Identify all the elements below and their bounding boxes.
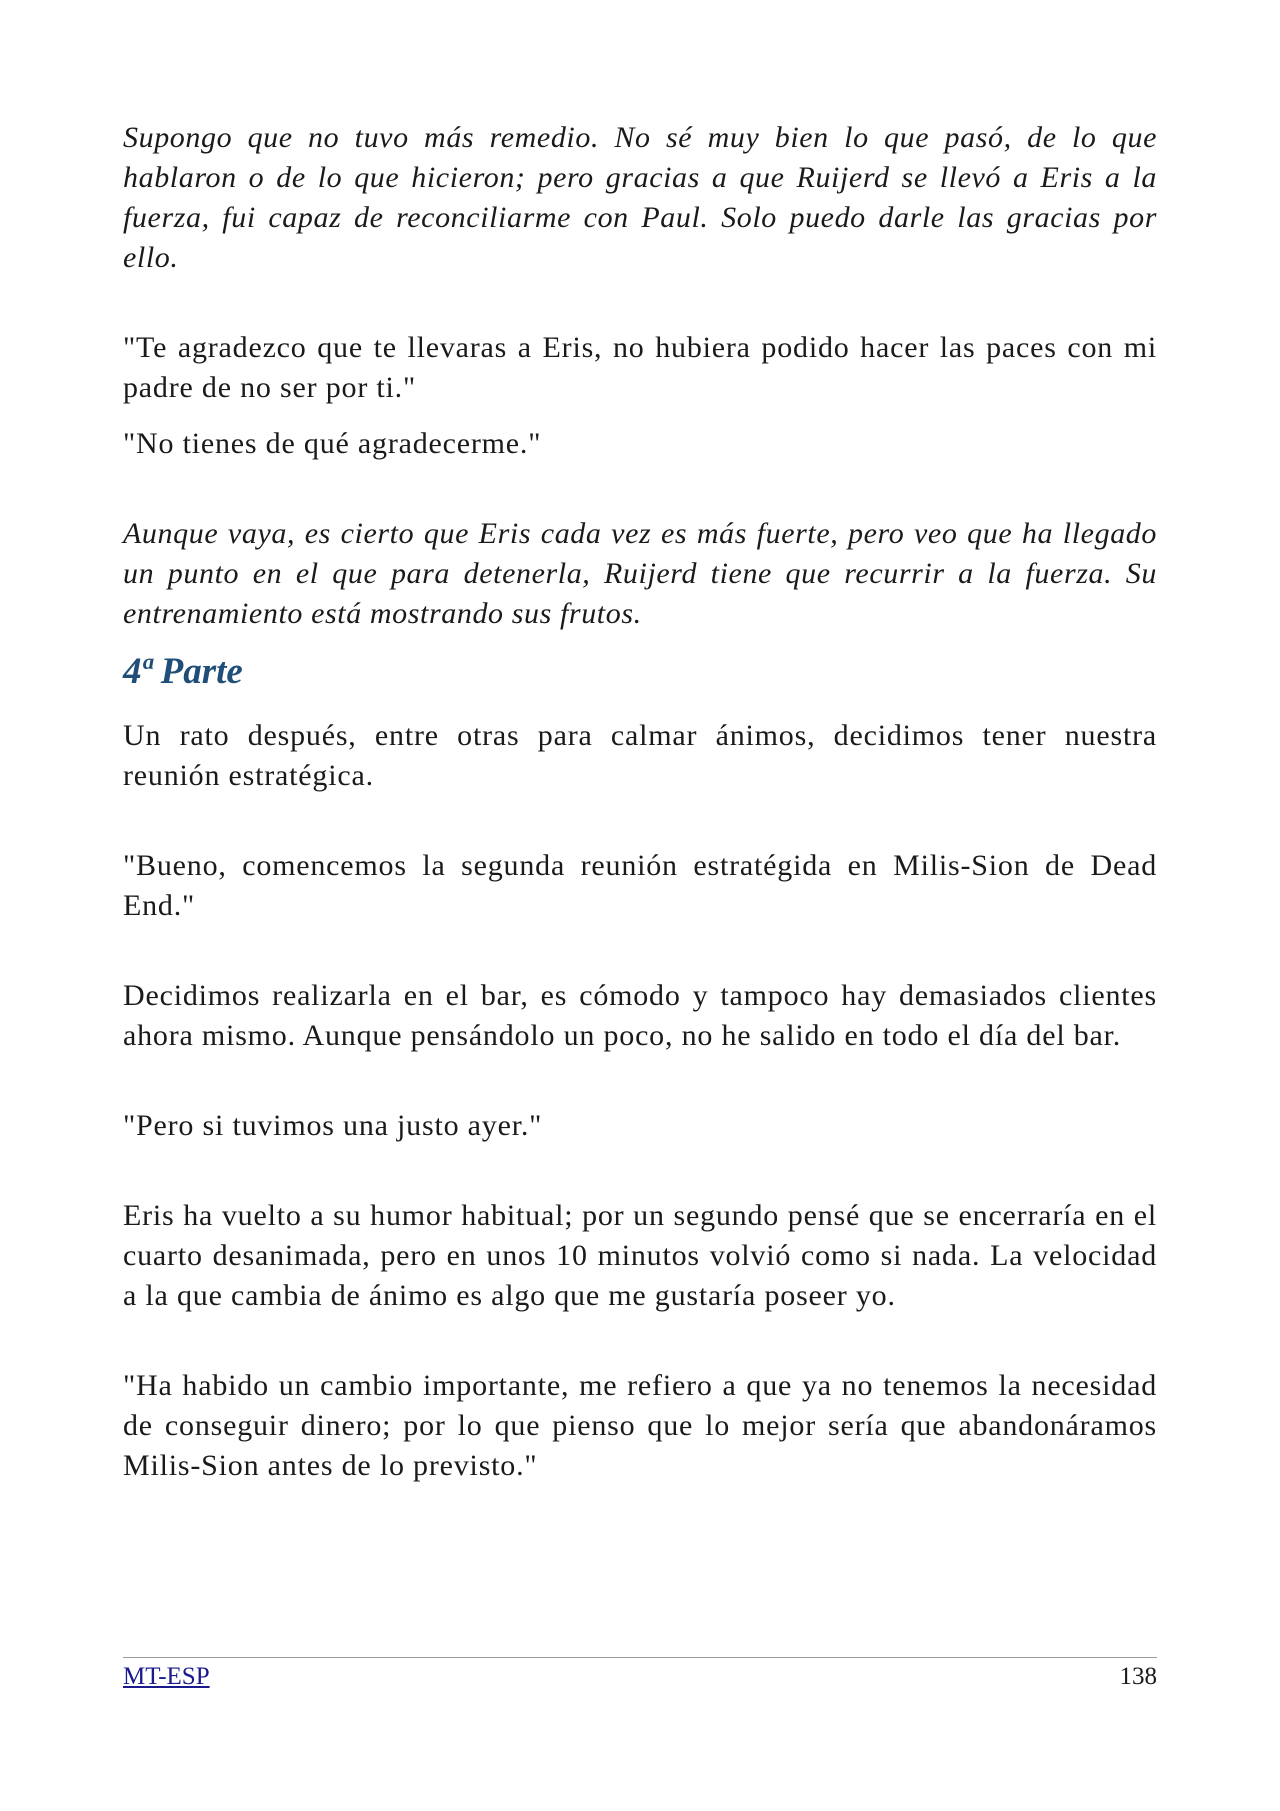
section-heading: 4ª Parte xyxy=(123,651,243,692)
paragraph-narration-4: Decidimos realizarla en el bar, es cómodo y tampoco hay demasiados clientes ahora mismo. Aunque pensándolo un poco, no he salido en todo el día del bar. xyxy=(123,979,1157,1052)
paragraph-narration-1: Supongo que no tuvo más remedio. No sé muy bien lo que pasó, de lo que hablaron o de lo que hicieron; pero gracias a que Ruijerd se llevó a Eris a la fuerza, fui capaz de reconciliarme con Paul. Solo puedo darle las gracias por ello. xyxy=(123,121,1157,274)
page-number: 138 xyxy=(1119,1663,1157,1690)
paragraph-narration-3: Un rato después, entre otras para calmar ánimos, decidimos tener nuestra reunión estratégica. xyxy=(123,719,1157,792)
paragraph-dialogue-1: "Te agradezco que te llevaras a Eris, no hubiera podido hacer las paces con mi padre de no ser por ti." xyxy=(123,331,1157,404)
page-footer xyxy=(123,1657,1157,1690)
paragraph-dialogue-5: "Ha habido un cambio importante, me refiero a que ya no tenemos la necesidad de conseguir dinero; por lo que pienso que lo mejor sería que abandonáramos Milis-Sion antes de lo previsto." xyxy=(123,1369,1157,1482)
footer-link[interactable]: MT-ESP xyxy=(123,1663,210,1690)
page-body xyxy=(123,118,1157,1486)
paragraph-dialogue-3: "Bueno, comencemos la segunda reunión estratégida en Milis-Sion de Dead End." xyxy=(123,849,1157,922)
paragraph-narration-2: Aunque vaya, es cierto que Eris cada vez es más fuerte, pero veo que ha llegado un punto en el que para detenerla, Ruijerd tiene que recurrir a la fuerza. Su entrenamiento está mostrando sus frutos. xyxy=(123,517,1157,630)
paragraph-dialogue-4: "Pero si tuvimos una justo ayer." xyxy=(123,1109,543,1142)
paragraph-dialogue-2: "No tienes de qué agradecerme." xyxy=(123,427,542,460)
paragraph-narration-5: Eris ha vuelto a su humor habitual; por un segundo pensé que se encerraría en el cuarto desanimada, pero en unos 10 minutos volvió como si nada. La velocidad a la que cambia de ánimo es algo que me gustaría poseer yo. xyxy=(123,1199,1157,1312)
